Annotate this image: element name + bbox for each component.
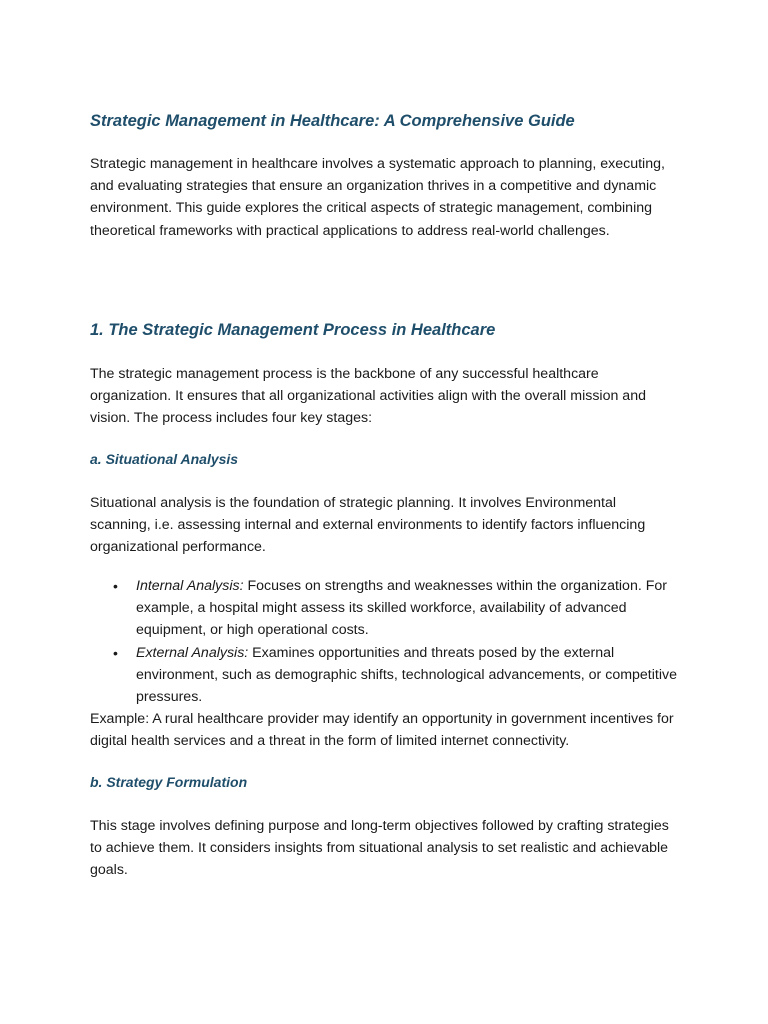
list-item — [90, 642, 680, 709]
example-paragraph: Example: A rural healthcare provider may identify an opportunity in government incentives for digital health services and a threat in the form of limited internet connectivity. — [90, 711, 674, 750]
bullet-label: Internal Analysis: — [136, 578, 244, 594]
section-1-heading: 1. The Strategic Management Process in Healthcare — [90, 321, 496, 339]
list-item — [90, 575, 680, 642]
subsection-b-paragraph: This stage involves defining purpose and long-term objectives followed by crafting strategies to achieve them. It considers insights from situational analysis to set realistic and achievable goals. — [90, 818, 669, 879]
bullet-icon: • — [113, 644, 118, 661]
document-title: Strategic Management in Healthcare: A Comprehensive Guide — [90, 112, 575, 130]
subsection-a-paragraph: Situational analysis is the foundation of strategic planning. It involves Environmental scanning, i.e. assessing internal and external environments to identify factors influencing organizational performance. — [90, 495, 646, 556]
bullet-text: Examines opportunities and threats posed by the external environment, such as demographic shifts, technological advancements, or competitive pressures. — [136, 644, 677, 706]
bullet-label: External Analysis: — [136, 644, 249, 661]
section-1-paragraph: The strategic management process is the backbone of any successful healthcare organization. It ensures that all organizational activities align with the overall mission and vision. The process includes four key stages: — [90, 366, 646, 427]
bullet-text: Focuses on strengths and weaknesses within the organization. For example, a hospital might assess its skilled workforce, availability of advanced equipment, or high operational costs. — [136, 578, 668, 639]
bullet-icon: • — [113, 578, 118, 594]
subsection-a-heading: a. Situational Analysis — [90, 451, 239, 467]
analysis-bullet-list — [90, 575, 680, 708]
subsection-b-heading: b. Strategy Formulation — [90, 774, 248, 790]
intro-paragraph: Strategic management in healthcare involves a systematic approach to planning, executing, and evaluating strategies that ensure an organization thrives in a competitive and dynamic environment. This guide explores the critical aspects of strategic management, combining theoretical frameworks with practical applications to address real-world challenges. — [90, 156, 665, 239]
